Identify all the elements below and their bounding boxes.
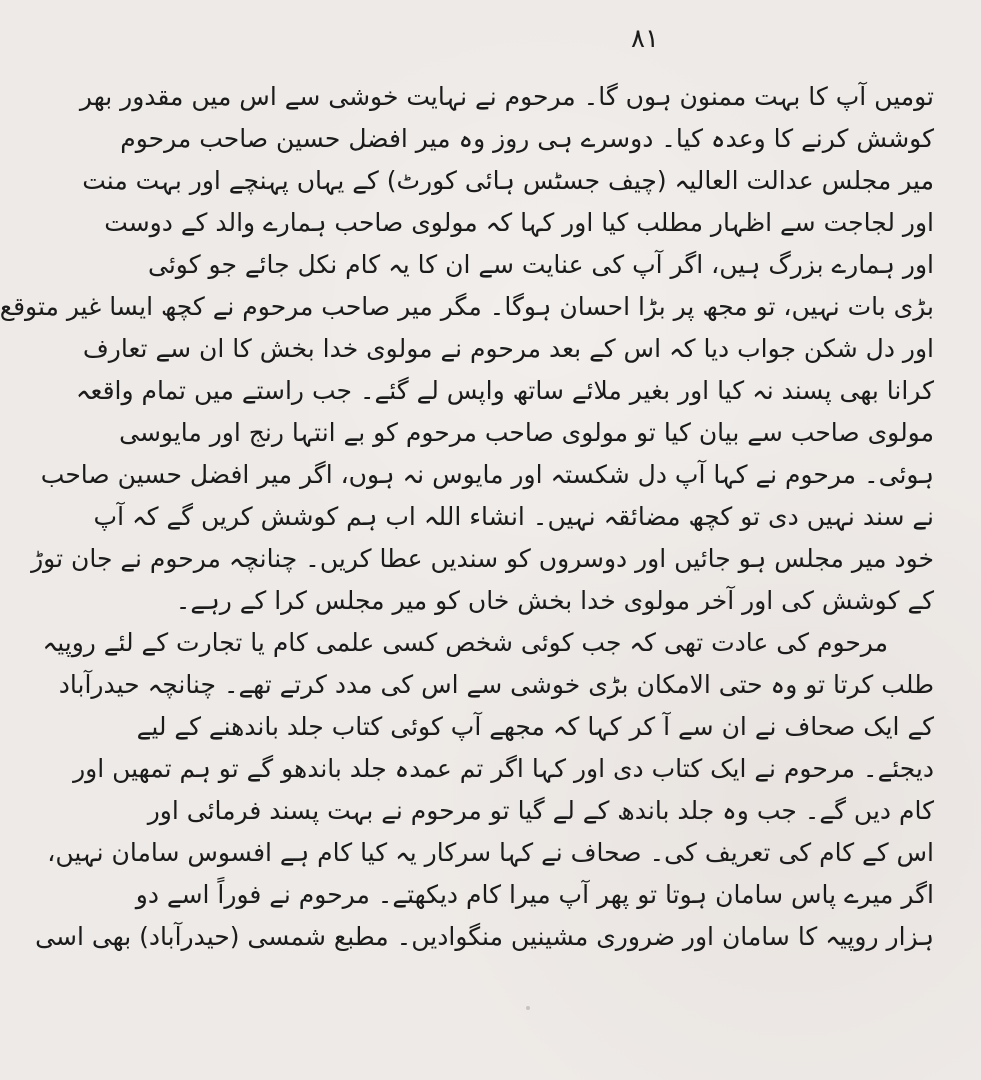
text-line-4: اور لجاجت سے اظہار مطلب کیا اور کہا کہ مولوی صاحب ہمارے والد کے دوست bbox=[104, 208, 934, 237]
text-line-1: تومیں آپ کا بہت ممنون ہوں گا۔ مرحوم نے نہایت خوشی سے اس میں مقدور بھر bbox=[79, 82, 934, 111]
text-line-3: میر مجلس عدالت العالیہ (چیف جسٹس ہائی کورٹ) کے یہاں پہنچے اور بہت منت bbox=[82, 166, 934, 195]
text-line-2: کوشش کرنے کا وعدہ کیا۔ دوسرے ہی روز وہ میر افضل حسین صاحب مرحوم bbox=[120, 124, 934, 153]
paragraph-2-line-2: طلب کرتا تو وہ حتی الامکان بڑی خوشی سے اس کی مدد کرتے تھے۔ چنانچہ حیدرآباد bbox=[58, 670, 934, 699]
text-line-8: کرانا بھی پسند نہ کیا اور بغیر ملائے ساتھ واپس لے گئے۔ جب راستے میں تمام واقعہ bbox=[75, 376, 934, 405]
urdu-text-block bbox=[0, 76, 934, 958]
paragraph-2-line-6: اس کے کام کی تعریف کی۔ صحاف نے کہا سرکار یہ کیا کام ہے افسوس سامان نہیں، bbox=[47, 838, 934, 867]
paper-speck bbox=[526, 1006, 530, 1010]
text-line-12: خود میر مجلس ہو جائیں اور دوسروں کو سندیں عطا کریں۔ چنانچہ مرحوم نے جان توڑ bbox=[31, 544, 934, 573]
text-line-6: بڑی بات نہیں، تو مجھ پر بڑا احسان ہوگا۔ مگر میر صاحب مرحوم نے کچھ ایسا غیر متوقع bbox=[0, 292, 934, 321]
paragraph-2-line-7: اگر میرے پاس سامان ہوتا تو پھر آپ میرا کام دیکھتے۔ مرحوم نے فوراً اسے دو bbox=[135, 880, 934, 909]
text-line-9: مولوی صاحب سے بیان کیا تو مولوی صاحب مرحوم کو بے انتہا رنج اور مایوسی bbox=[119, 418, 934, 447]
paragraph-2-line-4: دیجئے۔ مرحوم نے ایک کتاب دی اور کہا اگر تم عمدہ جلد باندھو گے تو ہم تمھیں اور bbox=[73, 754, 934, 783]
paragraph-2-line-3: کے ایک صحاف نے ان سے آ کر کہا کہ مجھے آپ کوئی کتاب جلد باندھنے کے لیے bbox=[136, 712, 934, 741]
text-line-5: اور ہمارے بزرگ ہیں، اگر آپ کی عنایت سے ان کا یہ کام نکل جائے جو کوئی bbox=[148, 250, 934, 279]
text-line-11: نے سند نہیں دی تو کچھ مضائقہ نہیں۔ انشاء اللہ اب ہم کوشش کریں گے کہ آپ bbox=[93, 502, 934, 531]
page-number: ۸۱ bbox=[631, 24, 659, 54]
paragraph-2-line-1: مرحوم کی عادت تھی کہ جب کوئی شخص کسی علمی کام یا تجارت کے لئے روپیہ bbox=[42, 628, 888, 657]
text-line-13: کے کوشش کی اور آخر مولوی خدا بخش خاں کو میر مجلس کرا کے رہے۔ bbox=[175, 586, 934, 615]
text-line-7: اور دل شکن جواب دیا کہ اس کے بعد مرحوم نے مولوی خدا بخش کا ان سے تعارف bbox=[82, 334, 934, 363]
text-line-10: ہوئی۔ مرحوم نے کہا آپ دل شکستہ اور مایوس نہ ہوں، اگر میر افضل حسین صاحب bbox=[40, 460, 934, 489]
paragraph-2-line-5: کام دیں گے۔ جب وہ جلد باندھ کے لے گیا تو مرحوم نے بہت پسند فرمائی اور bbox=[147, 796, 934, 825]
paragraph-2-line-8: ہزار روپیہ کا سامان اور ضروری مشینیں منگوادیں۔ مطبع شمسی (حیدرآباد) بھی اسی bbox=[35, 922, 934, 951]
